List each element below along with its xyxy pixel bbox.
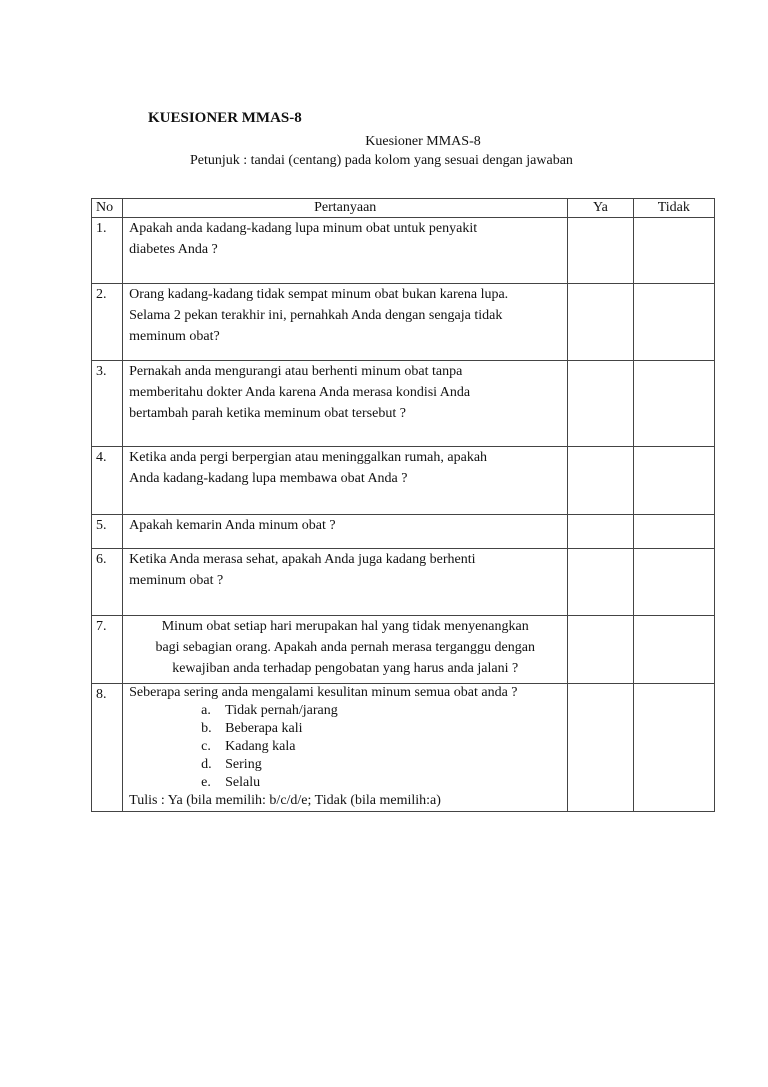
row-number: 7.: [92, 616, 123, 684]
table-row: [92, 218, 715, 284]
row-number: 2.: [92, 284, 123, 361]
option-text: Sering: [225, 757, 262, 772]
option-text: Tidak pernah/jarang: [225, 703, 338, 718]
question-line: Ketika anda pergi berpergian atau meninggalkan rumah, apakah: [129, 450, 488, 465]
table-row: [92, 361, 715, 447]
question-line: memberitahu dokter Anda karena Anda merasa kondisi Anda: [129, 385, 471, 400]
questionnaire-table: [91, 198, 715, 812]
question-line: bertambah parah ketika meminum obat tersebut ?: [129, 406, 406, 421]
question-line: bagi sebagian orang. Apakah anda pernah merasa terganggu dengan: [155, 640, 535, 655]
question-line: Minum obat setiap hari merupakan hal yang tidak menyenangkan: [161, 619, 529, 634]
list-item: [201, 738, 561, 756]
list-item: [201, 756, 561, 774]
answer-yes-cell[interactable]: [568, 684, 633, 812]
question-line: Pernakah anda mengurangi atau berhenti minum obat tanpa: [129, 364, 463, 379]
question-text: [123, 361, 568, 447]
option-text: Selalu: [225, 775, 261, 790]
question-line: Apakah kemarin Anda minum obat ?: [129, 518, 336, 533]
answer-note: Tulis : Ya (bila memilih: b/c/d/e; Tidak (bila memilih:a): [129, 793, 441, 808]
document-subtitle: Kuesioner MMAS-8: [365, 134, 481, 149]
option-letter: b.: [201, 721, 212, 736]
answer-no-cell[interactable]: [633, 684, 714, 812]
answer-yes-cell[interactable]: [568, 284, 633, 361]
question-text: [123, 549, 568, 616]
question-line: Ketika Anda merasa sehat, apakah Anda juga kadang berhenti: [129, 552, 476, 567]
question-line: Seberapa sering anda mengalami kesulitan minum semua obat anda ?: [129, 685, 518, 700]
question-line: Apakah anda kadang-kadang lupa minum obat untuk penyakit: [129, 221, 478, 236]
list-item: [201, 702, 561, 720]
answer-no-cell[interactable]: [633, 218, 714, 284]
option-letter: e.: [201, 775, 211, 790]
option-text: Beberapa kali: [225, 721, 303, 736]
question-text: [123, 684, 568, 812]
row-number: 3.: [92, 361, 123, 447]
question-line: meminum obat ?: [129, 573, 224, 588]
answer-no-cell[interactable]: [633, 361, 714, 447]
answer-yes-cell[interactable]: [568, 447, 633, 515]
header-no: No: [92, 199, 123, 218]
answer-yes-cell[interactable]: [568, 218, 633, 284]
answer-no-cell[interactable]: [633, 447, 714, 515]
answer-no-cell[interactable]: [633, 549, 714, 616]
row-number: 1.: [92, 218, 123, 284]
list-item: [201, 774, 561, 792]
answer-no-cell[interactable]: [633, 515, 714, 549]
answer-yes-cell[interactable]: [568, 361, 633, 447]
question-text: [123, 447, 568, 515]
answer-no-cell[interactable]: [633, 284, 714, 361]
question-line: diabetes Anda ?: [129, 242, 218, 257]
answer-options-list: [129, 702, 561, 792]
table-row: [92, 447, 715, 515]
answer-yes-cell[interactable]: [568, 549, 633, 616]
table-header-row: [92, 199, 715, 218]
table-row: [92, 284, 715, 361]
header-question: Pertanyaan: [123, 199, 568, 218]
table-row: [92, 549, 715, 616]
question-line: meminum obat?: [129, 329, 220, 344]
question-text: [123, 616, 568, 684]
question-line: Orang kadang-kadang tidak sempat minum obat bukan karena lupa.: [129, 287, 509, 302]
table-row: [92, 616, 715, 684]
answer-yes-cell[interactable]: [568, 515, 633, 549]
list-item: [201, 720, 561, 738]
row-number: 4.: [92, 447, 123, 515]
document-heading: KUESIONER MMAS-8: [148, 110, 302, 126]
answer-no-cell[interactable]: [633, 616, 714, 684]
option-text: Kadang kala: [225, 739, 296, 754]
row-number: 8.: [92, 684, 123, 812]
question-line: Anda kadang-kadang lupa membawa obat Anda ?: [129, 471, 408, 486]
question-text: [123, 218, 568, 284]
question-text: [123, 515, 568, 549]
header-yes: Ya: [568, 199, 633, 218]
table-row: [92, 515, 715, 549]
question-line: kewajiban anda terhadap pengobatan yang harus anda jalani ?: [172, 661, 519, 676]
question-text: [123, 284, 568, 361]
header-tidak: Tidak: [633, 199, 714, 218]
table-row: [92, 684, 715, 812]
row-number: 5.: [92, 515, 123, 549]
answer-yes-cell[interactable]: [568, 616, 633, 684]
option-letter: a.: [201, 703, 211, 718]
instruction-text: Petunjuk : tandai (centang) pada kolom yang sesuai dengan jawaban: [190, 153, 573, 168]
row-number: 6.: [92, 549, 123, 616]
question-line: Selama 2 pekan terakhir ini, pernahkah Anda dengan sengaja tidak: [129, 308, 503, 323]
option-letter: d.: [201, 757, 212, 772]
option-letter: c.: [201, 739, 211, 754]
